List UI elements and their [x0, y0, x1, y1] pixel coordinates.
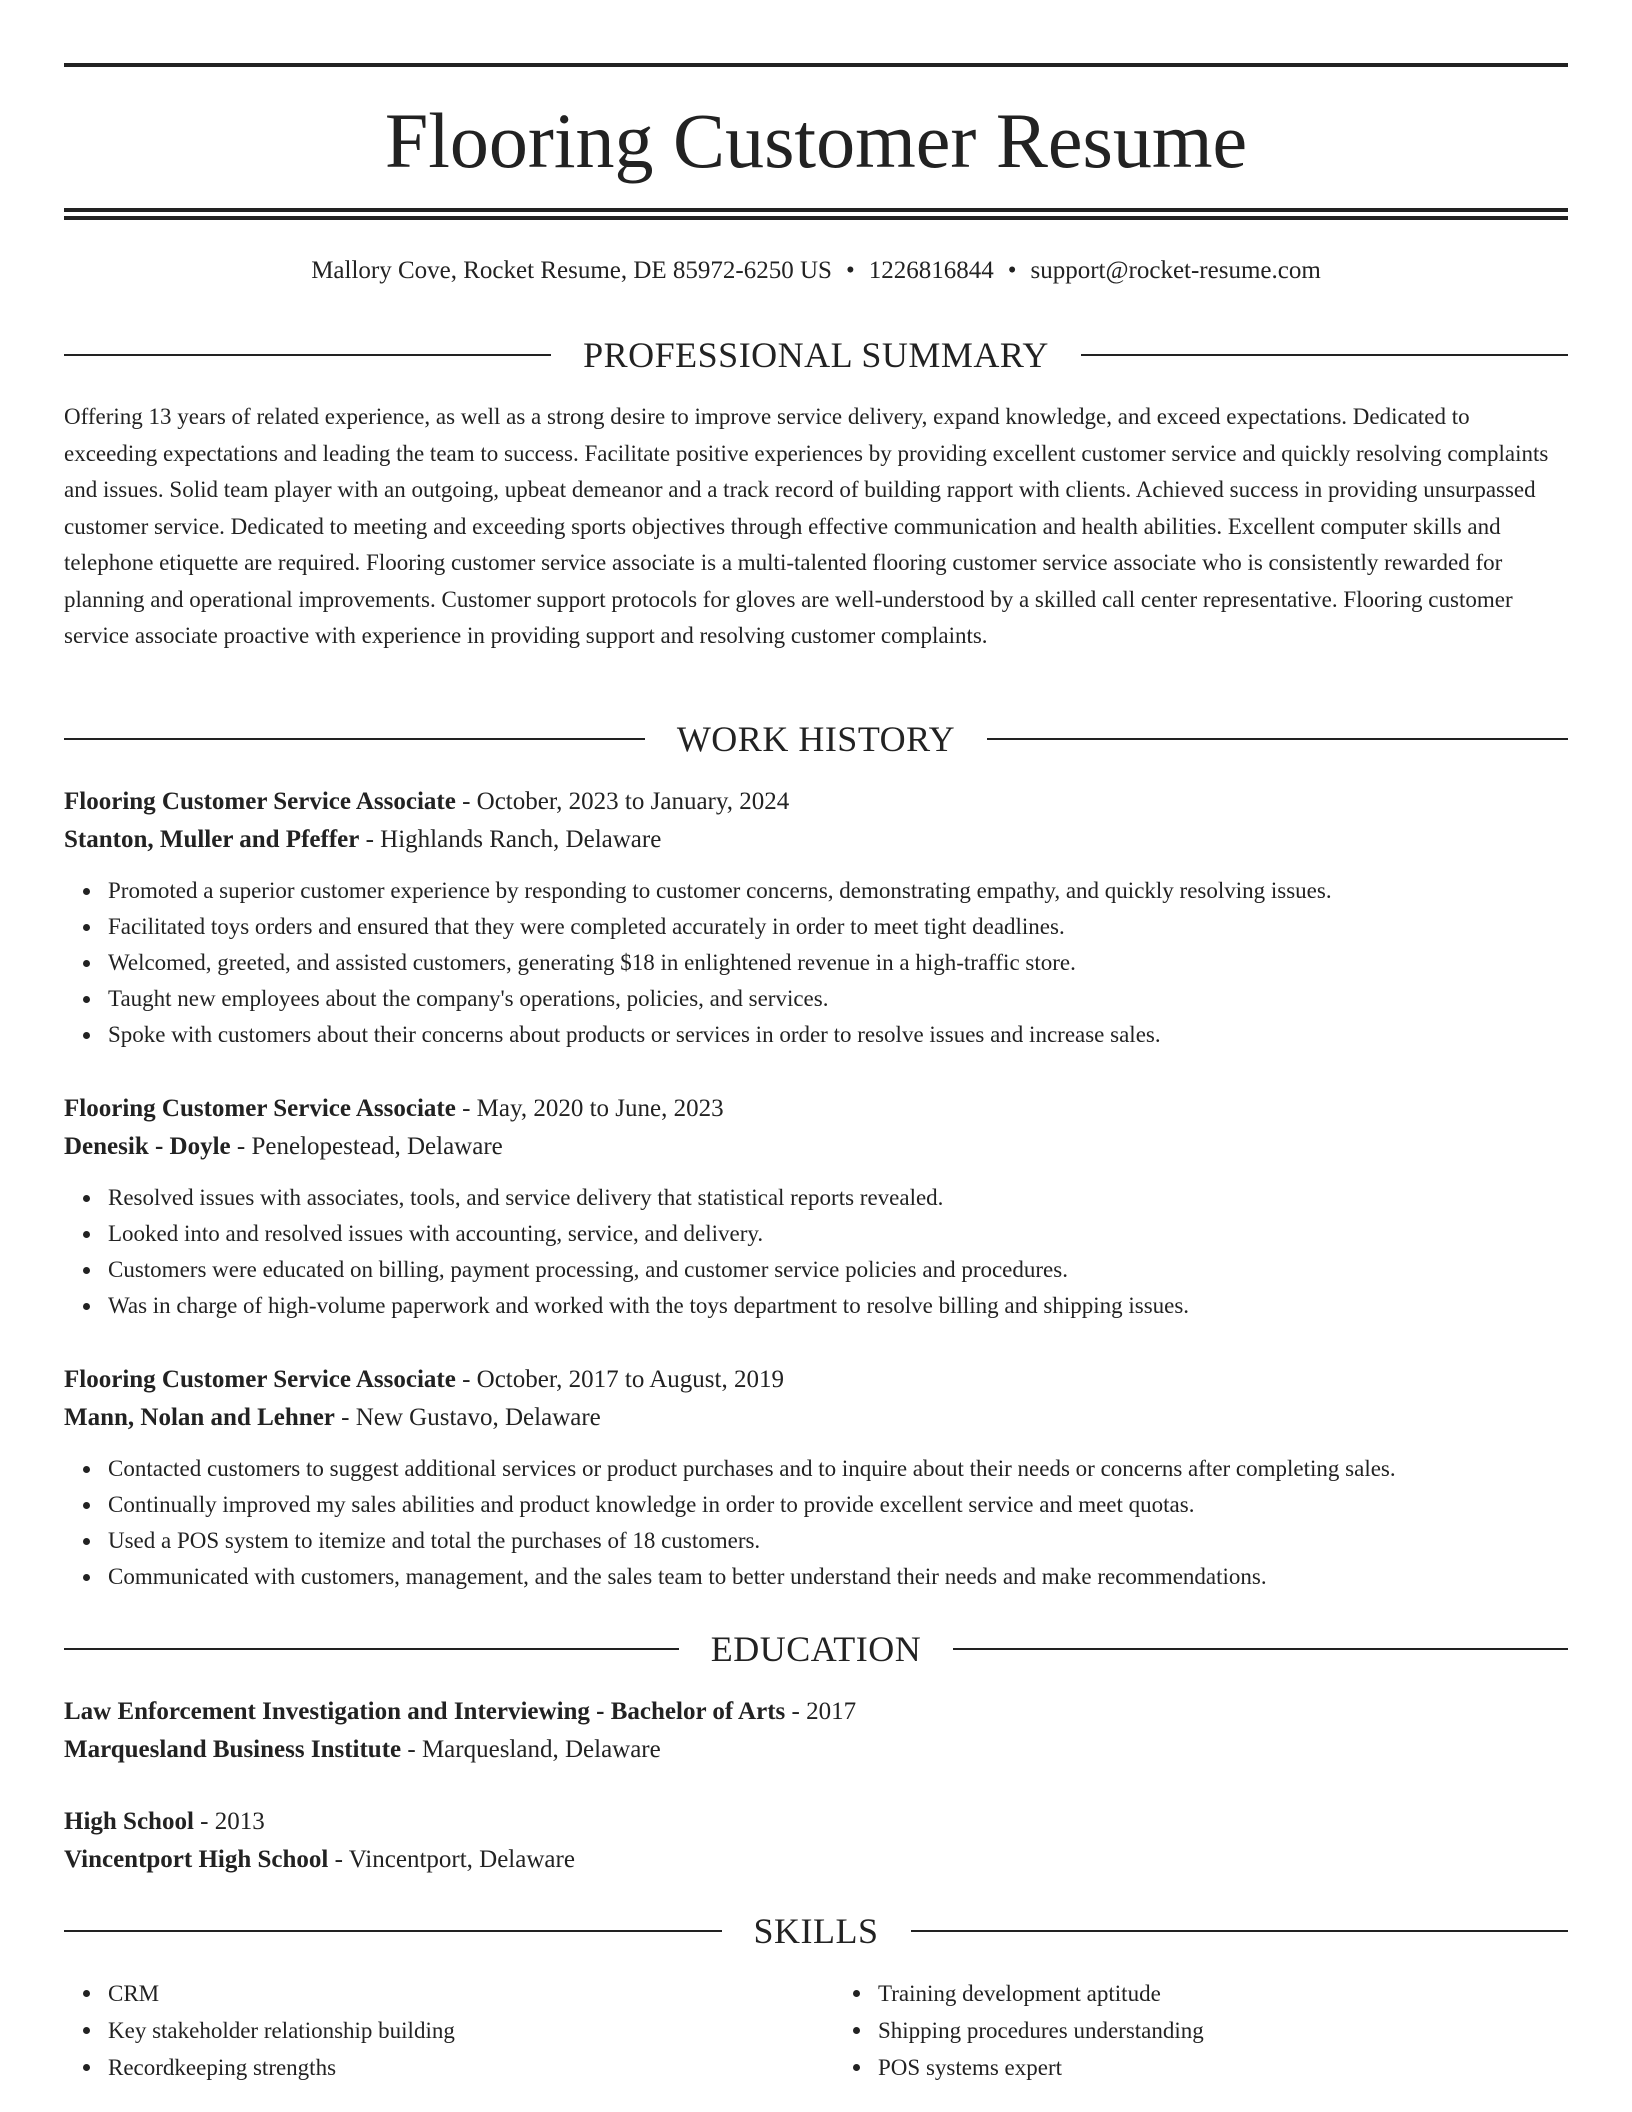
page-title: Flooring Customer Resume: [384, 97, 1248, 184]
skills-column-right: [798, 1975, 1568, 2086]
job-company: Mann, Nolan and Lehner: [64, 1404, 335, 1431]
job-location: - New Gustavo, Delaware: [334, 1404, 601, 1431]
job-entry: [64, 1361, 1568, 1595]
job-title-line: [64, 783, 1568, 821]
education-school: Marquesland Business Institute: [64, 1736, 402, 1763]
header-rule-upper: [64, 208, 1568, 212]
divider-line: [987, 738, 1568, 740]
divider-line: [1081, 354, 1568, 356]
job-company: Denesik - Doyle: [64, 1133, 231, 1160]
job-dates: - October, 2017 to August, 2019: [455, 1366, 784, 1393]
list-item: Spoke with customers about their concerns about products or services in order to resolve issues and increase sales.: [108, 1017, 1568, 1053]
section-heading-text: WORK HISTORY: [676, 719, 956, 759]
education-degree: Law Enforcement Investigation and Interviewing - Bachelor of Arts: [64, 1698, 786, 1725]
list-item: Continually improved my sales abilities and product knowledge in order to provide excellent service and meet quotas.: [108, 1487, 1568, 1523]
job-dates: - May, 2020 to June, 2023: [455, 1095, 724, 1122]
job-title: Flooring Customer Service Associate: [64, 1095, 456, 1122]
job-title-line: [64, 1090, 1568, 1128]
list-item: Communicated with customers, management, and the sales team to better understand their needs and make recommendations.: [108, 1559, 1568, 1595]
header-rule-lower: [64, 216, 1568, 220]
divider-line: [64, 738, 645, 740]
education-year: - 2013: [193, 1808, 265, 1835]
section-heading-text: EDUCATION: [710, 1629, 922, 1669]
education-degree: High School: [64, 1808, 194, 1835]
contact-separator: •: [1007, 257, 1017, 284]
skills-list: [64, 1975, 1568, 2086]
education-location: - Vincentport, Delaware: [328, 1846, 575, 1873]
list-item: Facilitated toys orders and ensured that they were completed accurately in order to meet tight deadlines.: [108, 909, 1568, 945]
education-school-line: [64, 1731, 1568, 1769]
job-company-line: [64, 1399, 1568, 1437]
header-top-rule: [64, 63, 1568, 67]
job-title: Flooring Customer Service Associate: [64, 788, 456, 815]
contact-line: [64, 253, 1568, 289]
education-year: - 2017: [785, 1698, 857, 1725]
job-location: - Highlands Ranch, Delaware: [359, 826, 662, 853]
skill-item: Training development aptitude: [878, 1975, 1568, 2012]
section-heading-summary: [64, 333, 1568, 377]
education-degree-line: [64, 1693, 1568, 1731]
skill-item: POS systems expert: [878, 2049, 1568, 2086]
list-item: Customers were educated on billing, payment processing, and customer service policies and procedures.: [108, 1252, 1568, 1288]
divider-line: [953, 1648, 1568, 1650]
divider-line: [64, 1648, 679, 1650]
section-heading-skills: [64, 1909, 1568, 1953]
list-item: Resolved issues with associates, tools, and service delivery that statistical reports revealed.: [108, 1180, 1568, 1216]
education-entry: [64, 1693, 1568, 1769]
education-location: - Marquesland, Delaware: [401, 1736, 661, 1763]
list-item: Used a POS system to itemize and total the purchases of 18 customers.: [108, 1523, 1568, 1559]
skills-column-left: [64, 1975, 798, 2086]
list-item: Welcomed, greeted, and assisted customers, generating $18 in enlightened revenue in a high-traffic store.: [108, 945, 1568, 981]
divider-line: [911, 1930, 1569, 1932]
contact-address: Mallory Cove, Rocket Resume, DE 85972-6250 US: [311, 257, 832, 284]
skill-item: Shipping procedures understanding: [878, 2012, 1568, 2049]
divider-line: [64, 1930, 722, 1932]
contact-email: support@rocket-resume.com: [1030, 257, 1321, 284]
skill-item: CRM: [108, 1975, 798, 2012]
contact-separator: •: [845, 257, 855, 284]
section-heading-text: PROFESSIONAL SUMMARY: [583, 335, 1049, 375]
job-location: - Penelopestead, Delaware: [230, 1133, 503, 1160]
education-school-line: [64, 1841, 1568, 1879]
job-title: Flooring Customer Service Associate: [64, 1366, 456, 1393]
education-school: Vincentport High School: [64, 1846, 329, 1873]
section-heading-text: SKILLS: [753, 1911, 879, 1951]
job-dates: - October, 2023 to January, 2024: [455, 788, 790, 815]
list-item: Was in charge of high-volume paperwork and worked with the toys department to resolve billing and shipping issues.: [108, 1288, 1568, 1324]
job-company-line: [64, 1128, 1568, 1166]
job-entry: [64, 1090, 1568, 1324]
summary-paragraph: Offering 13 years of related experience, as well as a strong desire to improve service delivery, expand knowledge, and exceed expectations. Dedicated to exceeding expectations and leading the team to success. Facilitate positive experiences by providing excellent customer service and quickly resolving complaints and issues. Solid team player with an outgoing, upbeat demeanor and a track record of building rapport with clients. Achieved success in providing unsurpassed customer service. Dedicated to meeting and exceeding sports objectives through effective communication and health abilities. Excellent computer skills and telephone etiquette are required. Flooring customer service associate is a multi-talented flooring customer service associate who is consistently rewarded for planning and operational improvements. Customer support protocols for gloves are well-understood by a skilled call center representative. Flooring customer service associate proactive with experience in providing support and resolving customer complaints.: [64, 404, 1549, 648]
list-item: Taught new employees about the company's operations, policies, and services.: [108, 981, 1568, 1017]
job-bullets: [64, 1451, 1568, 1595]
job-bullets: [64, 1180, 1568, 1324]
education-degree-line: [64, 1803, 1568, 1841]
contact-phone: 1226816844: [868, 257, 994, 284]
job-entry: [64, 783, 1568, 1053]
list-item: Contacted customers to suggest additional services or product purchases and to inquire about their needs or concerns after completing sales.: [108, 1451, 1568, 1487]
section-heading-education: [64, 1627, 1568, 1671]
section-heading-work-history: [64, 717, 1568, 761]
job-company: Stanton, Muller and Pfeffer: [64, 826, 360, 853]
skill-item: Key stakeholder relationship building: [108, 2012, 798, 2049]
skill-item: Recordkeeping strengths: [108, 2049, 798, 2086]
job-company-line: [64, 821, 1568, 859]
list-item: Looked into and resolved issues with accounting, service, and delivery.: [108, 1216, 1568, 1252]
education-entry: [64, 1803, 1568, 1879]
list-item: Promoted a superior customer experience by responding to customer concerns, demonstrating empathy, and quickly resolving issues.: [108, 873, 1568, 909]
divider-line: [64, 354, 551, 356]
job-title-line: [64, 1361, 1568, 1399]
job-bullets: [64, 873, 1568, 1053]
